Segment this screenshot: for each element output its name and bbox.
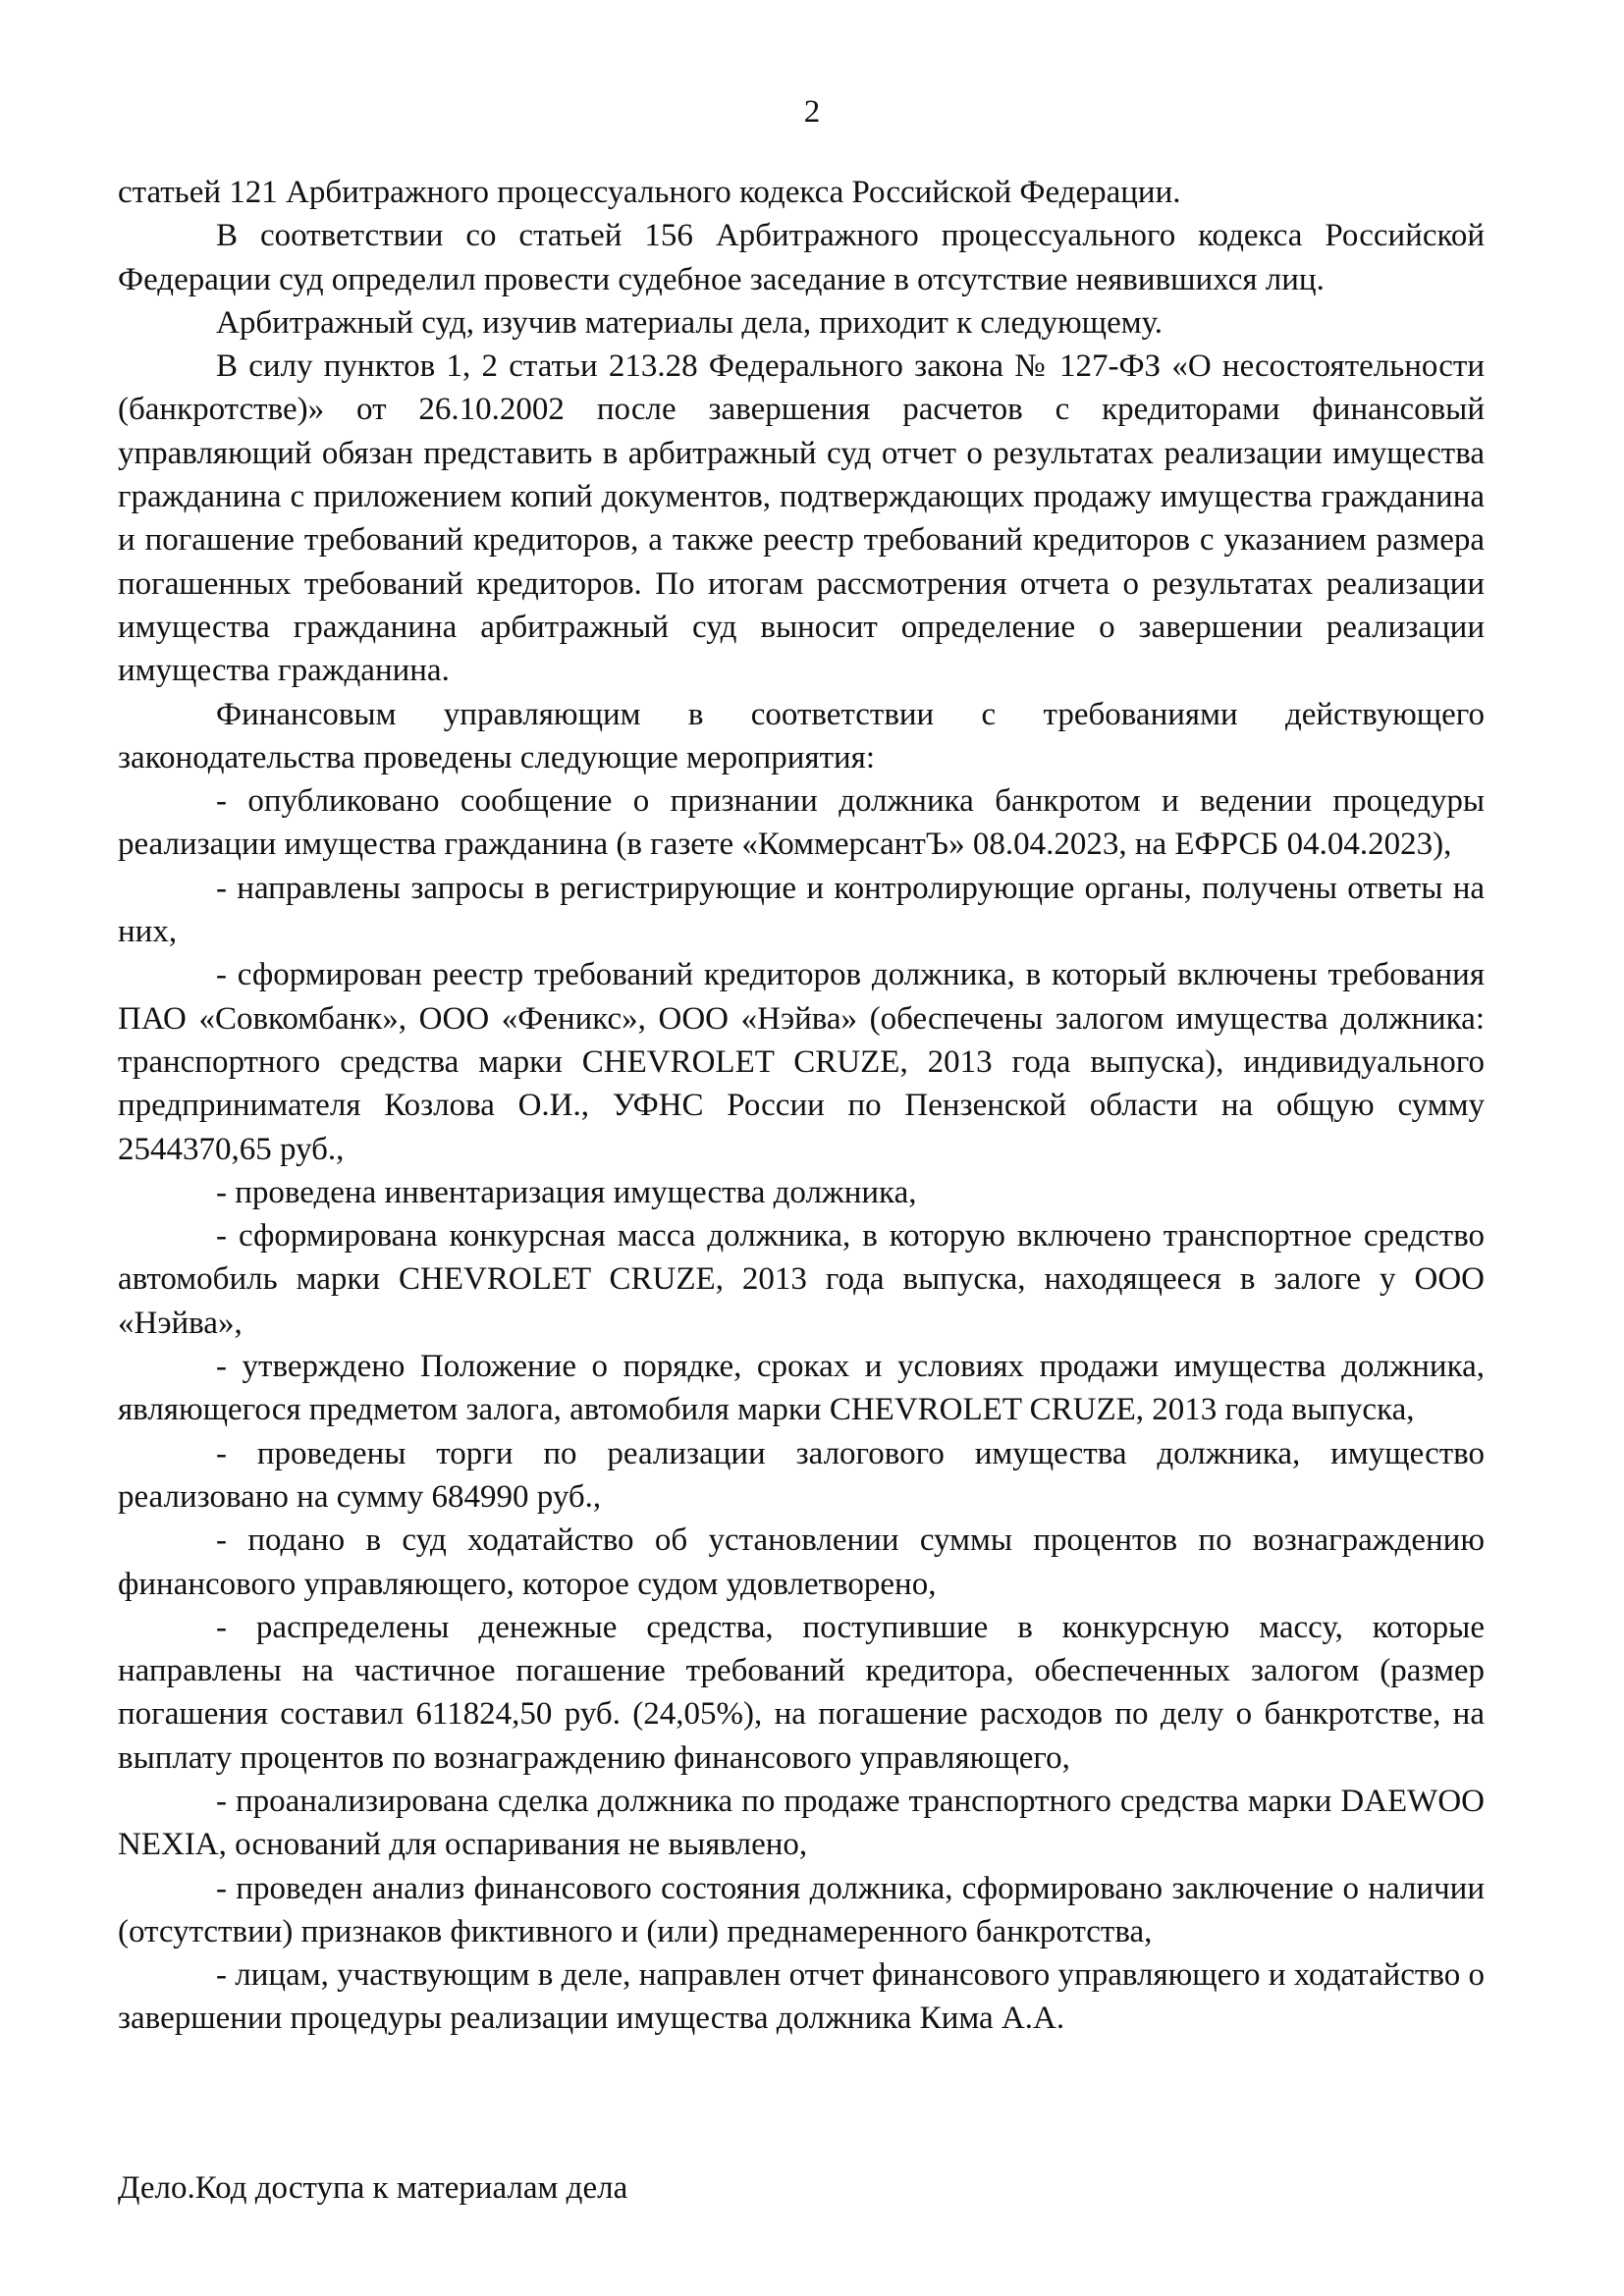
footer-case-access: Дело.Код доступа к материалам дела	[118, 2170, 628, 2206]
list-item: - сформирован реестр требований кредиторов должника, в который включены требования ПАО «Совкомбанк», ООО «Феникс», ООО «Нэйва» (обеспечены залогом имущества должника: транспортного средства марки CHEVROLET CRUZE, 2013 года выпуска), индивидуального предпринимателя Козлова О.И., УФНС России по Пензенской области на общую сумму 2544370,65 руб.,	[118, 957, 1485, 1167]
list-item: - сформирована конкурсная масса должника, в которую включено транспортное средство автомобиль марки CHEVROLET CRUZE, 2013 года выпуска, находящееся в залоге у ООО «Нэйва»,	[118, 1218, 1485, 1341]
list-item: - направлены запросы в регистрирующие и контролирующие органы, получены ответы на них,	[118, 870, 1485, 950]
list-item: - опубликовано сообщение о признании должника банкротом и ведении процедуры реализации имущества гражданина (в газете «КоммерсантЪ» 08.04.2023, на ЕФРСБ 04.04.2023),	[118, 783, 1485, 863]
paragraph-court-findings: Арбитражный суд, изучив материалы дела, приходит к следующему.	[216, 304, 1164, 341]
list-item: - проведена инвентаризация имущества должника,	[216, 1174, 917, 1210]
paragraph-measures-intro: Финансовым управляющим в соответствии с требованиями действующего законодательства проведены следующие мероприятия:	[118, 696, 1485, 775]
list-item: - проведены торги по реализации залогового имущества должника, имущество реализовано на сумму 684990 руб.,	[118, 1435, 1485, 1515]
paragraph-continuation: статьей 121 Арбитражного процессуального кодекса Российской Федерации.	[118, 175, 1181, 210]
paragraph-law-reference: В силу пунктов 1, 2 статьи 213.28 Федерального закона № 127-ФЗ «О несостоятельности (банкротстве)» от 26.10.2002 после завершения расчетов с кредиторами финансовый управляющий обязан представить в арбитражный суд отчет о результатах реализации имущества гражданина с приложением копий документов, подтверждающих продажу имущества гражданина и погашение требований кредиторов, а также реестр требований кредиторов с указанием размера погашенных требований кредиторов. По итогам рассмотрения отчета о результатах реализации имущества гражданина арбитражный суд выносит определение о завершении реализации имущества гражданина.	[118, 348, 1485, 689]
list-item: - распределены денежные средства, поступившие в конкурсную массу, которые направлены на частичное погашение требований кредитора, обеспеченных залогом (размер погашения составил 611824,50 руб. (24,05%), на погашение расходов по делу о банкротстве, на выплату процентов по вознаграждению финансового управляющего,	[118, 1609, 1485, 1776]
document-body	[118, 171, 1485, 2041]
list-item: - проведен анализ финансового состояния должника, сформировано заключение о наличии (отсутствии) признаков фиктивного и (или) преднамеренного банкротства,	[118, 1870, 1485, 1949]
paragraph-absence-session: В соответствии со статьей 156 Арбитражного процессуального кодекса Российской Федерации суд определил провести судебное заседание в отсутствие неявившихся лиц.	[118, 218, 1485, 297]
list-item: - подано в суд ходатайство об установлении суммы процентов по вознаграждению финансового управляющего, которое судом удовлетворено,	[118, 1522, 1485, 1602]
list-item: - лицам, участвующим в деле, направлен отчет финансового управляющего и ходатайство о завершении процедуры реализации имущества должника Кима А.А.	[118, 1957, 1485, 2037]
list-item: - утверждено Положение о порядке, сроках и условиях продажи имущества должника, являющегося предметом залога, автомобиля марки CHEVROLET CRUZE, 2013 года выпуска,	[118, 1349, 1485, 1428]
page-number: 2	[803, 94, 821, 130]
list-item: - проанализирована сделка должника по продаже транспортного средства марки DAEWOO NEXIA, оснований для оспаривания не выявлено,	[118, 1783, 1485, 1863]
